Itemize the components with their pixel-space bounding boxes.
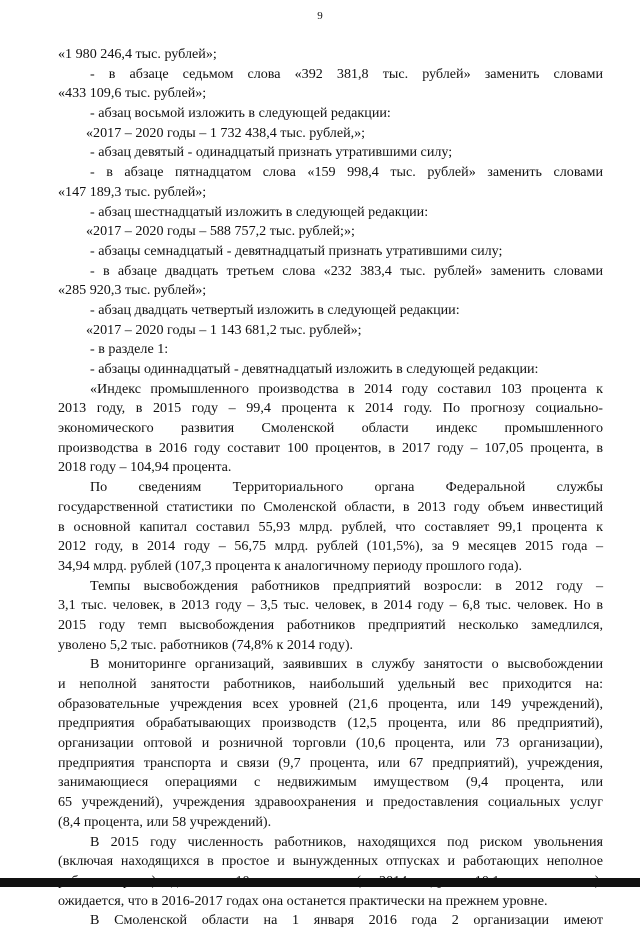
text-line: - в абзаце седьмом слова «392 381,8 тыс. рублей» заменить словами xyxy=(90,65,603,82)
text-line: производства в 2016 году составит 100 процентов, в 2017 году – 107,05 процента, в xyxy=(58,439,603,456)
text-line: «2017 – 2020 годы – 588 757,2 тыс. рублей;»; xyxy=(86,223,355,240)
text-line: «147 189,3 тыс. рублей»; xyxy=(58,183,207,200)
text-line: предприятия обрабатывающих производств (12,5 процента, или 86 предприятий), xyxy=(58,715,603,732)
page-number: 9 xyxy=(317,10,323,22)
text-line: - в разделе 1: xyxy=(90,341,169,358)
text-line: «2017 – 2020 годы – 1 143 681,2 тыс. рублей»; xyxy=(86,321,362,338)
text-line: - абзацы семнадцатый - девятнадцатый признать утратившими силу; xyxy=(90,242,503,259)
text-line: организации оптовой и розничной торговли (10,6 процента, или 73 организации), xyxy=(58,735,603,752)
text-line: «Индекс промышленного производства в 2014 году составил 103 процента к xyxy=(90,380,603,397)
text-line: «285 920,3 тыс. рублей»; xyxy=(58,282,207,299)
text-line: экономического развития Смоленской области индекс промышленного xyxy=(58,420,603,437)
text-line: В Смоленской области на 1 января 2016 года 2 организации имеют xyxy=(90,912,603,929)
text-line: - абзац девятый - одинадцатый признать утратившими силу; xyxy=(90,144,453,161)
text-line: ожидается, что в 2016-2017 годах она останется практически на прежнем уровне. xyxy=(58,892,548,909)
text-line: занимающиеся операциями с недвижимым имуществом (9,4 процента, или xyxy=(58,774,603,791)
text-line: - абзац шестнадцатый изложить в следующей редакции: xyxy=(90,203,429,220)
text-line: «2017 – 2020 годы – 1 732 438,4 тыс. рублей,»; xyxy=(86,124,366,141)
text-line: «1 980 246,4 тыс. рублей»; xyxy=(58,46,217,62)
text-line: 65 учреждений), учреждения здравоохранения и предоставления социальных услуг xyxy=(58,794,603,811)
text-line: государственной статистики по Смоленской области, в 2013 году объем инвестиций xyxy=(58,498,603,515)
text-line: - абзацы одиннадцатый - девятнадцатый изложить в следующей редакции: xyxy=(90,361,539,377)
text-line: 2015 году темп высвобождения работников предприятий несколько замедлился, xyxy=(58,616,603,633)
text-line: - абзац восьмой изложить в следующей редакции: xyxy=(90,105,391,122)
text-line: - в абзаце пятнадцатом слова «159 998,4 тыс. рублей» заменить словами xyxy=(90,164,603,181)
text-line: образовательные учреждения всех уровней (21,6 процента, или 149 учреждений), xyxy=(58,695,603,712)
document-body xyxy=(58,45,603,931)
text-line: в основной капитал составил 55,93 млрд. рублей, что составляет 99,1 процента к xyxy=(58,518,603,535)
scan-bottom-edge xyxy=(0,878,640,887)
text-line: 3,1 тыс. человек, в 2013 году – 3,5 тыс. человек, в 2014 году – 6,8 тыс. человек. Но в xyxy=(58,597,603,614)
text-line: 34,94 млрд. рублей (107,3 процента к аналогичному периоду прошлого года). xyxy=(58,557,523,574)
text-line: - абзац двадцать четвертый изложить в следующей редакции: xyxy=(90,301,460,318)
text-line: 2013 году, в 2015 году – 99,4 процента к 2014 году. По прогнозу социально- xyxy=(58,400,603,417)
text-line: (8,4 процента, или 58 учреждений). xyxy=(58,813,272,830)
text-line: уволено 5,2 тыс. работников (74,8% к 2014 году). xyxy=(58,636,354,653)
text-line: В 2015 году численность работников, находящихся под риском увольнения xyxy=(90,833,603,850)
text-line: предприятия транспорта и связи (9,7 процента, или 67 предприятий), учреждения, xyxy=(58,754,603,771)
text-line: и неполной занятости работников, наибольший удельный вес приходится на: xyxy=(58,676,603,692)
text-line: - в абзаце двадцать третьем слова «232 383,4 тыс. рублей» заменить словами xyxy=(90,262,603,279)
text-line: 2012 году, в 2014 году – 56,75 млрд. рублей (101,5%), за 9 месяцев 2015 года – xyxy=(58,538,603,555)
text-line: (включая находящихся в простое и вынужденных отпусках и работающих неполное xyxy=(58,853,603,870)
text-line: «433 109,6 тыс. рублей»; xyxy=(58,85,207,102)
text-line: По сведениям Территориального органа Федеральной службы xyxy=(90,479,603,496)
text-line: Темпы высвобождения работников предприятий возросли: в 2012 году – xyxy=(90,577,603,594)
text-line: В мониторинге организаций, заявивших в службу занятости о высвобождении xyxy=(90,656,603,673)
text-line: 2018 году – 104,94 процента. xyxy=(58,459,232,476)
